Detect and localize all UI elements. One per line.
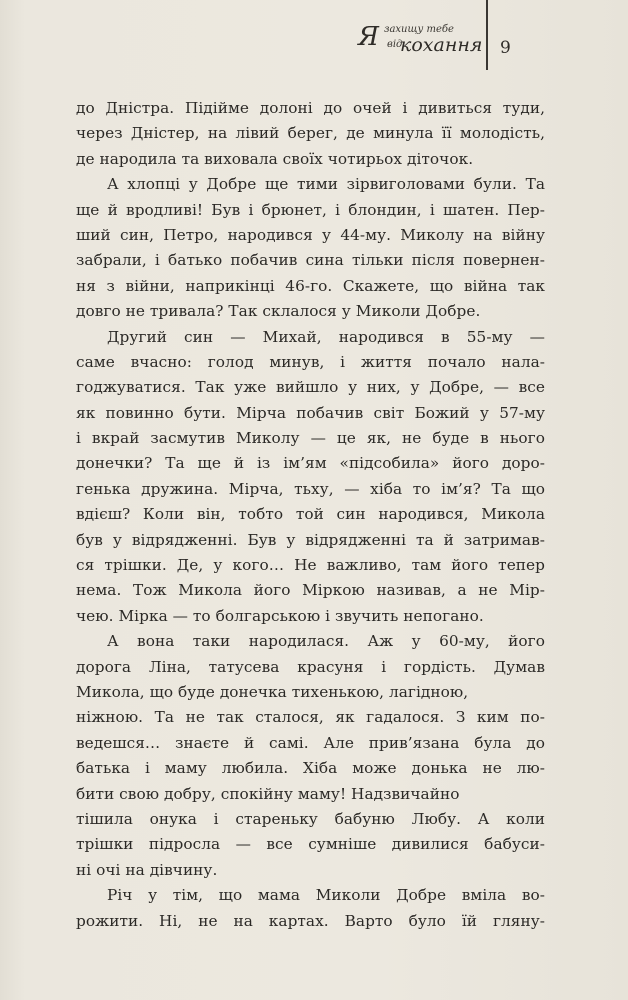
text-line: де народила та виховала своїх чотирьох діточок. (76, 149, 474, 168)
text-line: дорога Ліна, татусева красуня і гордість. Думав (76, 657, 545, 676)
text-line: як повинно бути. Мірча побачив світ Божий у 57-му (76, 403, 545, 422)
text-line: ня з війни, наприкінці 46-го. Скажете, що війна так (76, 276, 545, 295)
text-line: довго не тривала? Так склалося у Миколи Добре. (76, 302, 481, 321)
header-title-vid: від (387, 39, 403, 50)
text-line: ся трішки. Де, у кого… Не важливо, там його тепер (76, 556, 545, 575)
text-line: ще й вродливі! Був і брюнет, і блондин, і шатен. Пер- (76, 200, 545, 219)
text-line: годжуватися. Так уже вийшло у них, у Добре, — все (76, 378, 545, 397)
text-line: А хлопці у Добре ще тими зірвиголовами були. Та (107, 175, 545, 194)
text-line: чею. Мірка — то болгарською і звучить непогано. (76, 606, 484, 625)
text-line: забрали, і батько побачив сина тільки після повернен- (76, 251, 545, 270)
text-line: ні очі на дівчину. (76, 860, 218, 879)
text-line: Річ у тім, що мама Миколи Добре вміла во- (107, 886, 545, 905)
text-line: нема. Тож Микола його Міркою називав, а не Мір- (76, 581, 545, 600)
text-line: ший син, Петро, народився у 44-му. Миколу на війну (76, 225, 545, 244)
text-line: саме вчасно: голод минув, і життя почало нала- (76, 352, 545, 371)
text-line: трішки підросла — все сумніше дивилися бабуси- (76, 835, 545, 854)
text-line: Другий син — Михай, народився в 55-му — (107, 327, 545, 346)
text-line: був у відрядженні. Був у відрядженні та й затримав- (76, 530, 545, 549)
text-line: батька і маму любила. Хіба може донька не лю- (76, 759, 545, 778)
header-divider (486, 0, 488, 70)
text-line: ведешся… знаєте й самі. Але прив’язана була до (76, 733, 545, 752)
text-line: А вона таки народилася. Аж у 60-му, його (107, 632, 545, 651)
header-title-main: кохання (400, 34, 483, 56)
text-line: генька дружина. Мірча, тьху, — хіба то ім’я? Та що (76, 479, 545, 498)
header-title-initial: Я (358, 22, 379, 52)
text-line: через Дністер, на лівий берег, де минула її молодість, (76, 124, 545, 143)
text-line: бити свою добру, спокійну маму! Надзвичайно (76, 784, 460, 803)
running-header (340, 12, 620, 72)
text-line: і вкрай засмутив Миколу — це як, не буде в нього (76, 429, 545, 448)
body-text (76, 96, 545, 934)
header-title-small: захищу тебе (384, 24, 454, 35)
page-number: 9 (500, 38, 511, 58)
text-line: ніжною. Та не так сталося, як гадалося. З ким по- (76, 708, 545, 727)
text-line: донечки? Та ще й із ім’ям «підсобила» його доро- (76, 454, 545, 473)
text-line: рожити. Ні, не на картах. Варто було їй гляну- (76, 911, 545, 930)
text-line: Микола, що буде донечка тихенькою, лагідною, (76, 682, 469, 701)
text-line: тішила онука і стареньку бабуню Любу. А коли (76, 809, 545, 828)
text-line: до Дністра. Підійме долоні до очей і дивиться туди, (76, 99, 545, 117)
text-line: вдієш? Коли він, тобто той син народився, Микола (76, 505, 545, 524)
